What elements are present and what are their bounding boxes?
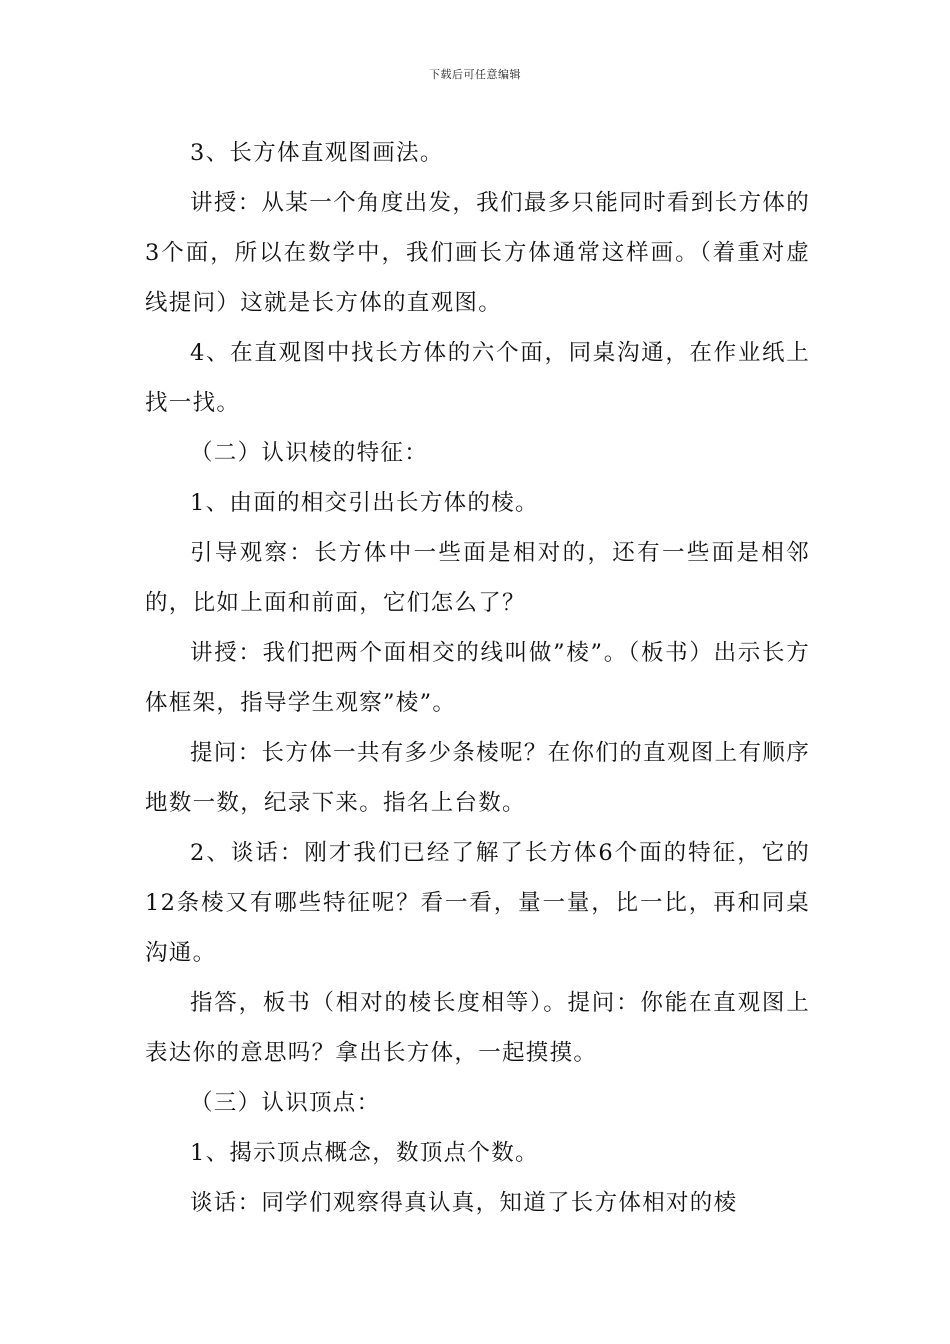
page-header: 下载后可任意编辑 bbox=[429, 68, 521, 81]
paragraph: 引导观察：长方体中一些面是相对的，还有一些面是相邻的，比如上面和前面，它们怎么了？ bbox=[145, 540, 810, 616]
paragraph: 指答，板书（相对的棱长度相等）。提问：你能在直观图上表达你的意思吗？拿出长方体，一起摸摸。 bbox=[145, 990, 810, 1066]
paragraph: 1、由面的相交引出长方体的棱。 bbox=[190, 490, 539, 516]
paragraph: 讲授：我们把两个面相交的线叫做”棱”。（板书）出示长方体框架，指导学生观察”棱”。 bbox=[145, 640, 810, 716]
paragraph: 3、长方体直观图画法。 bbox=[190, 140, 444, 166]
paragraph: 讲授：从某一个角度出发，我们最多只能同时看到长方体的3个面，所以在数学中，我们画长方体通常这样画。（着重对虚线提问）这就是长方体的直观图。 bbox=[145, 190, 810, 316]
paragraph: 1、揭示顶点概念，数顶点个数。 bbox=[190, 1140, 539, 1166]
paragraph: 谈话：同学们观察得真认真，知道了长方体相对的棱 bbox=[190, 1190, 738, 1216]
section-heading: （三）认识顶点： bbox=[190, 1090, 381, 1116]
paragraph: 2、谈话：刚才我们已经了解了长方体6个面的特征，它的12条棱又有哪些特征呢？看一看，量一量，比一比，再和同桌沟通。 bbox=[145, 840, 810, 966]
section-heading: （二）认识棱的特征： bbox=[190, 440, 429, 466]
document-body bbox=[145, 128, 810, 1228]
paragraph: 提问：长方体一共有多少条棱呢？在你们的直观图上有顺序地数一数，纪录下来。指名上台数。 bbox=[145, 740, 810, 816]
paragraph: 4、在直观图中找长方体的六个面，同桌沟通，在作业纸上找一找。 bbox=[145, 340, 810, 416]
